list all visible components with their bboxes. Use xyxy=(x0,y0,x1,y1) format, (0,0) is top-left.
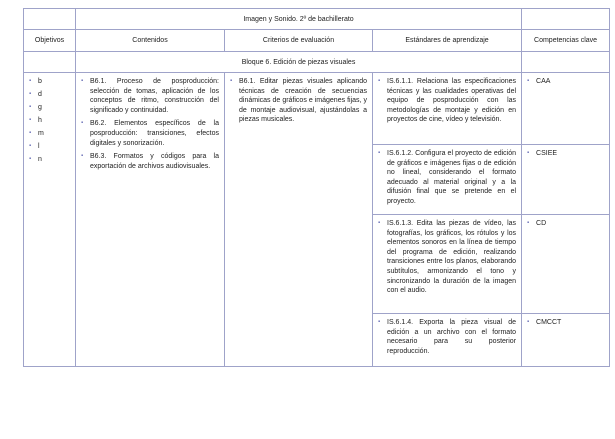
estandar-cell xyxy=(373,73,522,145)
table-title: Imagen y Sonido. 2º de bachillerato xyxy=(76,9,522,30)
list-item: ▪ h xyxy=(29,116,70,125)
header-objetivos: Objetivos xyxy=(24,30,76,52)
curriculum-table xyxy=(23,8,610,367)
contenidos-list xyxy=(81,77,219,171)
competencia-cell xyxy=(522,215,610,314)
list-item: ▪ b xyxy=(29,77,70,86)
competencia-cell xyxy=(522,314,610,367)
objetivos-list xyxy=(29,77,70,164)
list-item: ▪ B6.2. Elementos específicos de la posproducción: transiciones, efectos digitales y sonorización. xyxy=(81,119,219,148)
bloque-empty-cell xyxy=(24,52,76,73)
header-criterios: Criterios de evaluación xyxy=(225,30,373,52)
estandar-list xyxy=(378,77,516,125)
list-item: ▪ CSIEE xyxy=(527,149,604,159)
list-item: ▪ CMCCT xyxy=(527,318,604,328)
list-item: ▪ m xyxy=(29,129,70,138)
list-item: ▪ d xyxy=(29,90,70,99)
estandar-cell xyxy=(373,215,522,314)
competencia-list xyxy=(527,318,604,328)
estandar-cell xyxy=(373,314,522,367)
competencia-cell xyxy=(522,145,610,215)
list-item: ▪ g xyxy=(29,103,70,112)
list-item: ▪ IS.6.1.3. Edita las piezas de vídeo, las fotografías, los gráficos, los rótulos y los elementos sonoros en la línea de tiempo del programa de edición, realizando transiciones entre los planos, elaborando subtítulos, armonizando el tono y sincronizando la duración de la imagen con el audio. xyxy=(378,219,516,296)
estandar-cell xyxy=(373,145,522,215)
title-empty-cell xyxy=(24,9,76,30)
list-item: ▪ IS.6.1.2. Configura el proyecto de edición de gráficos e imágenes fijas o de edición no lineal, considerando el formato adecuado al material original y a la difusión final que se pretende en el proyecto. xyxy=(378,149,516,207)
header-estandares: Estándares de aprendizaje xyxy=(373,30,522,52)
list-item: ▪ CD xyxy=(527,219,604,229)
header-competencias: Competencias clave xyxy=(522,30,610,52)
estandar-list xyxy=(378,318,516,356)
table-row xyxy=(24,73,610,145)
competencia-list xyxy=(527,149,604,159)
title-row xyxy=(24,9,610,30)
criterios-list xyxy=(230,77,367,125)
bloque-empty-cell-right xyxy=(522,52,610,73)
header-contenidos: Contenidos xyxy=(76,30,225,52)
list-item: ▪ IS.6.1.1. Relaciona las especificaciones técnicas y las cualidades operativas del equipo de posproducción con las metodologías de montaje y edición en proyectos de cine, vídeo y televisión. xyxy=(378,77,516,125)
estandar-list xyxy=(378,149,516,207)
bloque-row xyxy=(24,52,610,73)
list-item: ▪ B6.1. Proceso de posproducción: selección de tomas, aplicación de los conceptos de ritmo, construcción del significado y continuidad. xyxy=(81,77,219,115)
estandar-list xyxy=(378,219,516,296)
title-empty-cell-right xyxy=(522,9,610,30)
list-item: ▪ l xyxy=(29,142,70,151)
header-row xyxy=(24,30,610,52)
contenidos-cell xyxy=(76,73,225,367)
objetivos-cell xyxy=(24,73,76,367)
competencia-list xyxy=(527,77,604,87)
bloque-title: Bloque 6. Edición de piezas visuales xyxy=(76,52,522,73)
list-item: ▪ B6.3. Formatos y códigos para la exportación de archivos audiovisuales. xyxy=(81,152,219,171)
competencia-list xyxy=(527,219,604,229)
list-item: ▪ B6.1. Editar piezas visuales aplicando técnicas de creación de secuencias dinámicas de gráficos e imágenes fijas, y de montaje audiovisual, ajustándolas a piezas musicales. xyxy=(230,77,367,125)
criterios-cell xyxy=(225,73,373,367)
list-item: ▪ IS.6.1.4. Exporta la pieza visual de edición a un archivo con el formato necesario para su posterior reproducción. xyxy=(378,318,516,356)
list-item: ▪ CAA xyxy=(527,77,604,87)
competencia-cell xyxy=(522,73,610,145)
list-item: ▪ n xyxy=(29,155,70,164)
